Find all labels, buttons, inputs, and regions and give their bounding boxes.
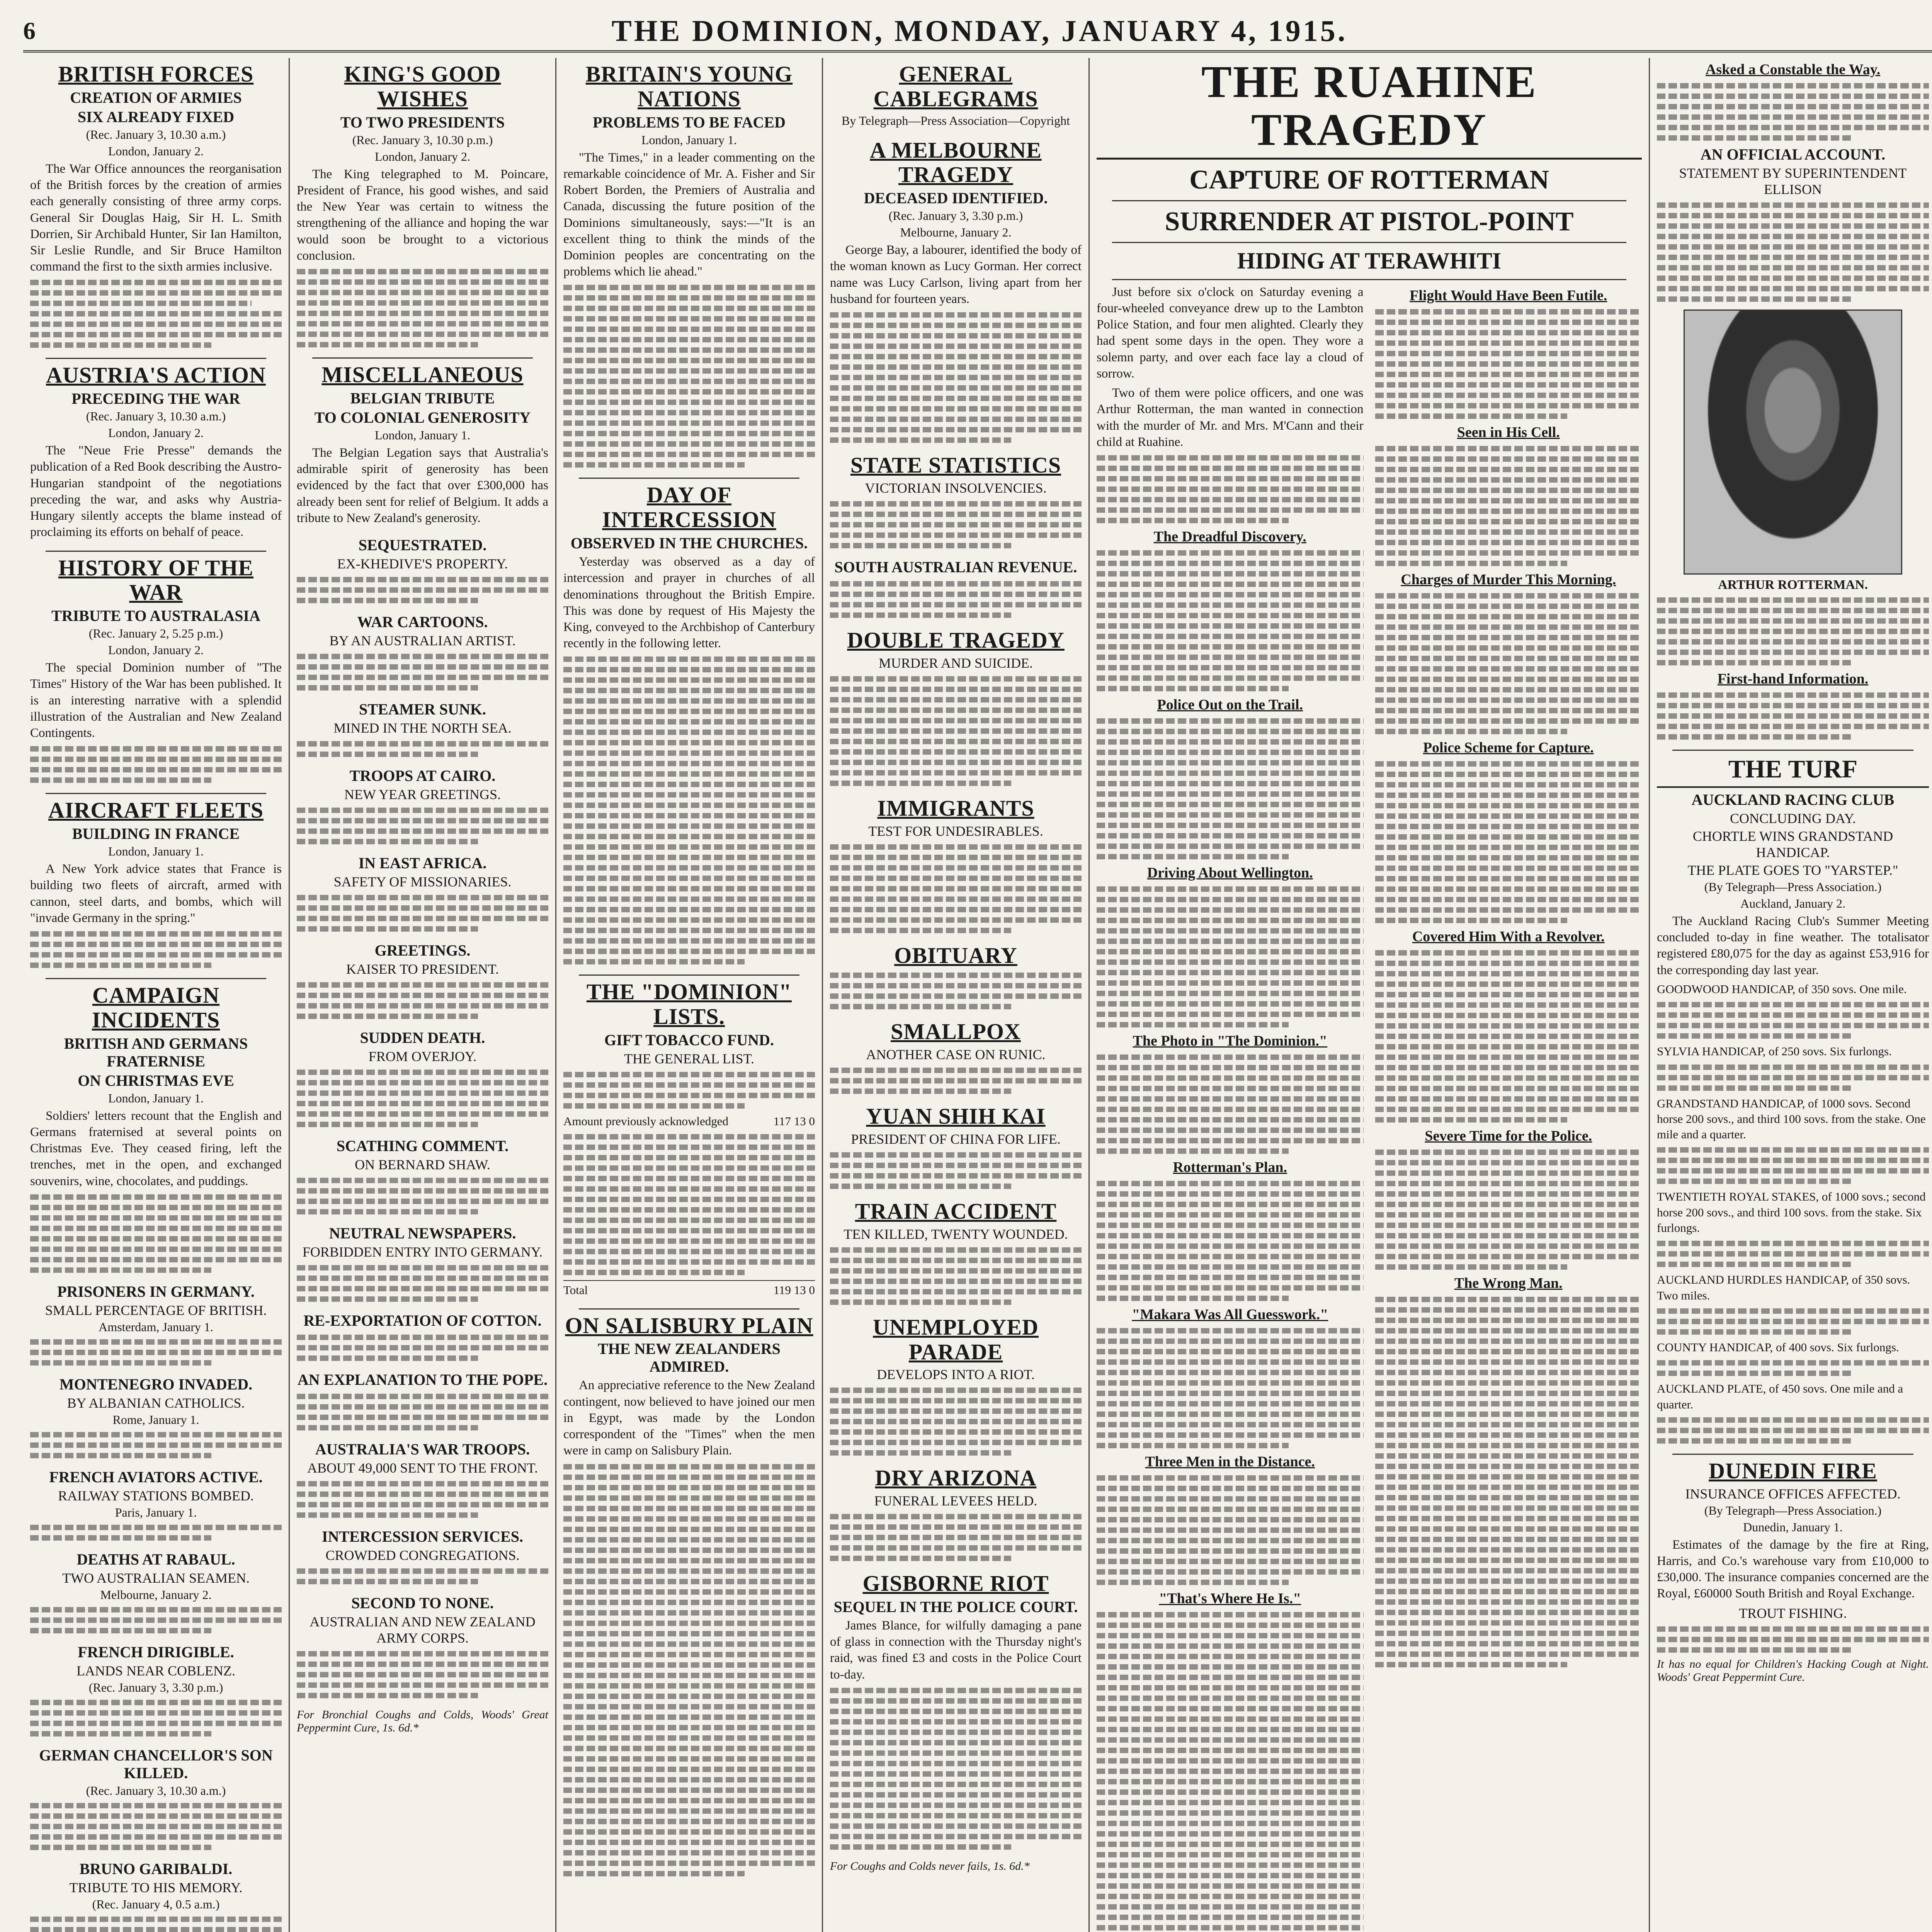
dateline: (By Telegraph—Press Association.) <box>1704 1503 1882 1517</box>
subheadline: CREATION OF ARMIES <box>70 88 242 106</box>
headline: MONTENEGRO INVADED. <box>59 1375 253 1393</box>
subheadline: TROUT FISHING. <box>1739 1605 1847 1621</box>
portrait-caption: ARTHUR ROTTERMAN. <box>1718 578 1868 592</box>
subheadline: THE GENERAL LIST. <box>624 1051 754 1067</box>
headline: GREETINGS. <box>374 941 471 959</box>
place: Dunedin, January 1. <box>1743 1520 1843 1534</box>
subheadline: ABOUT 49,000 SENT TO THE FRONT. <box>307 1460 538 1476</box>
place: London, January 2. <box>108 144 204 158</box>
section-heading: Police Scheme for Capture. <box>1423 739 1594 756</box>
article-salisbury-plain <box>563 1313 815 1876</box>
headline: IN EAST AFRICA. <box>358 854 487 872</box>
dateline: (Rec. January 3, 3.30 p.m.) <box>88 1680 223 1694</box>
article-british-forces <box>30 62 282 348</box>
article-aircraft-fleets <box>30 798 282 968</box>
race-result: TWENTIETH ROYAL STAKES, of 1000 sovs.; second horse 200 sovs., and third 100 sovs. from the stake. Six furlongs. <box>1657 1190 1926 1235</box>
subheadline: FUNERAL LEVEES HELD. <box>874 1493 1037 1509</box>
headline: RE-EXPORTATION OF COTTON. <box>303 1311 542 1329</box>
subheadline: OBSERVED IN THE CHURCHES. <box>570 534 808 552</box>
subheadline: BY AN AUSTRALIAN ARTIST. <box>329 633 516 648</box>
headline: WAR CARTOONS. <box>357 613 488 631</box>
headline: AUSTRIA'S ACTION <box>46 362 266 388</box>
subheadline: ANOTHER CASE ON RUNIC. <box>866 1047 1046 1063</box>
column-2 <box>290 58 556 1932</box>
section-heading: Driving About Wellington. <box>1147 865 1313 881</box>
headline: PRISONERS IN GERMANY. <box>57 1282 255 1300</box>
portrait-image <box>1684 310 1902 575</box>
subheadline: SAFETY OF MISSIONARIES. <box>333 874 512 889</box>
headline: DOUBLE TRAGEDY <box>847 627 1065 653</box>
subheadline: TRIBUTE TO AUSTRALASIA <box>51 607 260 625</box>
article-body: The special Dominion number of "The Times" History of the War has been published. It is an interesting narrative with a splendid illustration of the Australian and New Zealand Contingents. <box>30 660 282 783</box>
headline: BRITISH FORCES <box>58 61 254 87</box>
column-1 <box>23 58 290 1932</box>
section-heading: Severe Time for the Police. <box>1425 1128 1592 1144</box>
headline: KING'S GOOD WISHES <box>344 61 501 111</box>
article-dominion-lists <box>563 980 815 1298</box>
article-kings-good-wishes <box>297 62 548 347</box>
headline: BRUNO GARIBALDI. <box>79 1860 233 1878</box>
headline: DAY OF INTERCESSION <box>602 482 776 532</box>
subheadline: AUCKLAND RACING CLUB <box>1691 791 1895 808</box>
headline: GENERAL CABLEGRAMS <box>873 61 1038 111</box>
headline: THE TURF <box>1657 755 1929 788</box>
section-heading: Rotterman's Plan. <box>1173 1159 1287 1176</box>
place: London, January 1. <box>374 428 471 442</box>
place: London, January 2. <box>108 426 204 440</box>
subheadline: NEW YEAR GREETINGS. <box>344 786 501 802</box>
advertisement: For Coughs and Colds never fails, 1s. 6d.* <box>830 1859 1030 1872</box>
section-heading: "Makara Was All Guesswork." <box>1132 1306 1328 1323</box>
section-heading: The Photo in "The Dominion." <box>1133 1033 1328 1049</box>
race-result: AUCKLAND HURDLES HANDICAP, of 350 sovs. Two miles. <box>1657 1273 1910 1302</box>
article-intercession <box>563 483 815 964</box>
subheadline: TWO AUSTRALIAN SEAMEN. <box>62 1570 250 1586</box>
main-headline: THE RUAHINE TRAGEDY <box>1097 58 1642 160</box>
column-3 <box>556 58 823 1932</box>
section-heading: The Dreadful Discovery. <box>1153 529 1306 545</box>
subheadline: LANDS NEAR COBLENZ. <box>77 1663 235 1679</box>
dateline: (Rec. January 2, 5.25 p.m.) <box>88 626 223 641</box>
article-rabaul <box>30 1551 282 1633</box>
subheadline: PROBLEMS TO BE FACED <box>593 113 786 131</box>
list-row: Amount previously acknowledged 117 13 0 <box>563 1114 815 1128</box>
place: Paris, January 1. <box>115 1505 197 1519</box>
subheadline: FORBIDDEN ENTRY INTO GERMANY. <box>302 1244 543 1260</box>
headline: AN EXPLANATION TO THE POPE. <box>297 1371 548 1388</box>
article-body: Estimates of the damage by the fire at Ring, Harris, and Co.'s warehouse vary from £10,000 to £30,000. The insurance companies concerned are the Royal, £60000 South British and Royal Exchange. <box>1657 1537 1929 1601</box>
advertisement: For Bronchial Coughs and Colds, Woods' Great Peppermint Cure, 1s. 6d.* <box>297 1708 548 1734</box>
main-subheadline: SURRENDER AT PISTOL-POINT <box>1165 206 1574 236</box>
column-7 <box>1650 58 1932 1932</box>
subheadline: DEVELOPS INTO A RIOT. <box>877 1367 1035 1383</box>
subheadline: CONCLUDING DAY. <box>1730 811 1856 826</box>
main-story-right <box>1375 284 1642 1932</box>
place: Rome, January 1. <box>112 1412 199 1427</box>
headline: AUSTRALIA'S WAR TROOPS. <box>315 1440 530 1458</box>
headline: GERMAN CHANCELLOR'S SON KILLED. <box>39 1746 273 1782</box>
article-melbourne-tragedy <box>830 138 1082 443</box>
article-dirigible <box>30 1643 282 1736</box>
place: Amsterdam, January 1. <box>99 1320 213 1334</box>
article-body: George Bay, a labourer, identified the body of the woman known as Lucy Gorman. Her correct name was Lucy Carlson, living apart from her husband for fourteen years. <box>830 242 1082 443</box>
headline: SMALLPOX <box>891 1019 1021 1044</box>
subheadline: TRIBUTE TO HIS MEMORY. <box>69 1879 243 1895</box>
article-french-aviators <box>30 1468 282 1541</box>
main-subheadline: CAPTURE OF ROTTERMAN <box>1189 165 1549 195</box>
headline: ON SALISBURY PLAIN <box>565 1313 813 1338</box>
section-heading: Covered Him With a Revolver. <box>1412 928 1605 945</box>
headline: BRITAIN'S YOUNG NATIONS <box>585 61 793 111</box>
subheadline: TEST FOR UNDESIRABLES. <box>868 823 1043 839</box>
race-result: GRANDSTAND HANDICAP, of 1000 sovs. Second horse 200 sovs., and third 100 sovs. from the stake. One mile and a quarter. <box>1657 1096 1926 1141</box>
headline: STEAMER SUNK. <box>359 700 486 718</box>
main-story <box>1090 58 1650 1932</box>
place: London, January 1. <box>108 1091 204 1105</box>
subheadline: SMALL PERCENTAGE OF BRITISH. <box>45 1302 267 1318</box>
article-dunedin-fire <box>1657 1459 1929 1684</box>
article-body: Just before six o'clock on Saturday evening a four-wheeled conveyance drew up to the Lambton Police Station, and four men alighted. Clearly they had spent some days in the open. They wore a solemn party, and over each face lay a cloud of sorrow. Two of them were police officers, and one was Arthur Rotterman, the man wanted in connection with the murder of Mr. and Mrs. M'Cann and their child at Ruahine. <box>1097 284 1364 523</box>
article-body: James Blance, for wilfully damaging a pane of glass in connection with the Thursday night's raid, was fined £3 and costs in the Police Court to-day. <box>830 1617 1082 1850</box>
page-title: THE DOMINION, MONDAY, JANUARY 4, 1915. <box>611 14 1348 48</box>
headline: THE "DOMINION" LISTS. <box>586 979 792 1029</box>
headline: DUNEDIN FIRE <box>1709 1458 1877 1483</box>
subheadline: SEQUEL IN THE POLICE COURT. <box>833 1598 1078 1616</box>
headline: FRENCH DIRIGIBLE. <box>78 1643 234 1661</box>
subheadline: BRITISH AND GERMANS FRATERNISE <box>64 1034 248 1070</box>
dateline: (Rec. January 3, 10.30 a.m.) <box>86 1783 226 1798</box>
advertisement: It has no equal for Children's Hacking Cough at Night. Woods' Great Peppermint Cure. <box>1657 1657 1929 1684</box>
article-body: An appreciative reference to the New Zealand contingent, now believed to have joined our men in Egypt, was made by the London correspondent of the "Times" when the men were in camp on Salisbury Plain. <box>563 1377 815 1876</box>
article-young-nations <box>563 62 815 468</box>
subheadline: THE PLATE GOES TO "YARSTEP." <box>1687 862 1898 878</box>
article-body: "The Times," in a leader commenting on the remarkable coincidence of Mr. A. Fisher and Sir Robert Borden, the Premiers of Australia and Canada, discussing the future position of the Dominions simultaneously, says:—"It is an excellent thing to think the minds of the Dominion peoples are concentrating on the problems which lie ahead." <box>563 150 815 468</box>
race-result: AUCKLAND PLATE, of 450 sovs. One mile and a quarter. <box>1657 1382 1903 1411</box>
headline: UNEMPLOYED PARADE <box>873 1314 1039 1364</box>
subheadline: SIX ALREADY FIXED <box>77 108 235 126</box>
headline: SOUTH AUSTRALIAN REVENUE. <box>834 558 1077 576</box>
place: Melbourne, January 2. <box>900 225 1012 240</box>
article-body: The "Neue Frie Presse" demands the publication of a Red Book describing the Austro-Hungarian standpoint of the negotiations preceding the war, and asks why Austria-Hungary silently accepts the blame instead of proclaiming its efforts on behalf of peace. <box>30 444 282 539</box>
headline: TRAIN ACCIDENT <box>855 1198 1057 1224</box>
subheadline: FROM OVERJOY. <box>368 1048 477 1064</box>
section-heading: First-hand Information. <box>1717 671 1869 687</box>
section-heading: Seen in His Cell. <box>1457 424 1560 440</box>
headline: INTERCESSION SERVICES. <box>322 1527 523 1545</box>
article-body: A New York advice states that France is building two fleets of aircraft, armed with cannon, steel darts, and bombs, which will "invade Germany in the spring." <box>30 861 282 968</box>
column-4 <box>823 58 1090 1932</box>
race-result: GOODWOOD HANDICAP, of 350 sovs. One mile. <box>1657 982 1907 996</box>
headline: A MELBOURNE TRAGEDY <box>870 137 1042 187</box>
subheadline: BUILDING IN FRANCE <box>72 825 240 843</box>
race-result: COUNTY HANDICAP, of 400 sovs. Six furlongs. <box>1657 1340 1899 1354</box>
section-heading: The Wrong Man. <box>1454 1275 1563 1291</box>
section-heading: Flight Would Have Been Futile. <box>1410 287 1607 304</box>
page-number: 6 <box>23 17 36 44</box>
dateline: (Rec. January 3, 10.30 a.m.) <box>86 127 226 141</box>
dateline: (By Telegraph—Press Association.) <box>1704 880 1882 894</box>
article-prisoners <box>30 1283 282 1366</box>
subheadline: STATEMENT BY SUPERINTENDENT ELLISON <box>1679 165 1907 197</box>
newspaper-page <box>23 12 1932 1932</box>
article-garibaldi <box>30 1860 282 1932</box>
place: Auckland, January 2. <box>1740 896 1845 910</box>
article-history-of-war <box>30 556 282 783</box>
main-subheadline: HIDING AT TERAWHITI <box>1237 248 1502 274</box>
subheadline: KAISER TO PRESIDENT. <box>346 961 499 977</box>
section-general-cablegrams <box>830 62 1082 128</box>
article-body: The King telegraphed to M. Poincare, President of France, his good wishes, and said the New Year was certain to witness the strengthening of the alliance and hoping the war would soon be brought to a victorious conclusion. <box>297 166 548 347</box>
headline: GISBORNE RIOT <box>862 1571 1049 1596</box>
article-body: The War Office announces the reorganisation of the British forces by the creation of armies each generally consisting of three army corps. General Sir Douglas Haig, Sir H. L. Smith Dorrien, Sir Archibald Hunter, Sir Ian Hamilton, Sir Leslie Rundle, and Sir Bruce Hamilton command the first to the sixth armies inclusive. <box>30 161 282 348</box>
subheadline: ON BERNARD SHAW. <box>355 1156 490 1172</box>
place: London, January 1. <box>641 133 737 147</box>
article-campaign-incidents <box>30 983 282 1273</box>
headline: CAMPAIGN INCIDENTS <box>92 983 220 1032</box>
headline: SECOND TO NONE. <box>351 1594 494 1612</box>
section-heading: Three Men in the Distance. <box>1145 1454 1315 1470</box>
place: London, January 2. <box>374 149 471 163</box>
article-austrias-action <box>30 363 282 540</box>
section-heading: "That's Where He Is." <box>1159 1590 1301 1607</box>
subheadline: TO TWO PRESIDENTS <box>340 113 505 131</box>
place: London, January 1. <box>108 844 204 859</box>
subheadline: MURDER AND SUICIDE. <box>878 655 1033 671</box>
section-heading: Charges of Murder This Morning. <box>1401 571 1616 588</box>
headline: AIRCRAFT FLEETS <box>48 798 264 823</box>
dateline: (Rec. January 3, 10.30 p.m.) <box>352 133 493 147</box>
subheadline: PRESIDENT OF CHINA FOR LIFE. <box>851 1131 1061 1147</box>
article-body: The Auckland Racing Club's Summer Meeting concluded to-day in fine weather. The totalisator registered £80,075 for the day as against £53,916 for the corresponding day last year. <box>1657 914 1929 977</box>
subheadline: TEN KILLED, TWENTY WOUNDED. <box>844 1226 1068 1242</box>
headline: DRY ARIZONA <box>875 1465 1037 1491</box>
subheadline: BY ALBANIAN CATHOLICS. <box>67 1395 245 1411</box>
subheadline: EX-KHEDIVE'S PROPERTY. <box>337 556 508 571</box>
subheadline: GIFT TOBACCO FUND. <box>604 1031 774 1049</box>
headline: YUAN SHIH KAI <box>866 1104 1046 1129</box>
section-heading: Asked a Constable the Way. <box>1705 61 1881 78</box>
headline: OBITUARY <box>894 942 1017 968</box>
article-the-turf <box>1657 755 1929 1444</box>
headline: MISCELLANEOUS <box>321 362 524 387</box>
article-gisborne-riot <box>830 1571 1082 1850</box>
subheadline: AUSTRALIAN AND NEW ZEALAND ARMY CORPS. <box>310 1614 536 1646</box>
place: London, January 2. <box>108 643 204 657</box>
subheadline: THE NEW ZEALANDERS ADMIRED. <box>598 1340 781 1376</box>
subheadline: DECEASED IDENTIFIED. <box>864 189 1048 207</box>
race-result: SYLVIA HANDICAP, of 250 sovs. Six furlongs. <box>1657 1044 1892 1058</box>
subheadline: RAILWAY STATIONS BOMBED. <box>58 1488 254 1503</box>
article-body: Soldiers' letters recount that the English and Germans fraternised at several points on Christmas Eve. They ceased firing, left the trenches, met in the open, and exchanged souvenirs, wine, chocolates, and puddings. <box>30 1108 282 1273</box>
article-miscellaneous <box>297 362 548 526</box>
headline: SCATHING COMMENT. <box>336 1137 509 1155</box>
subheadline: VICTORIAN INSOLVENCIES. <box>865 480 1047 496</box>
subheadline: TO COLONIAL GENEROSITY <box>314 408 531 426</box>
headline: NEUTRAL NEWSPAPERS. <box>329 1224 516 1242</box>
article-official-account <box>1657 61 1929 740</box>
headline: IMMIGRANTS <box>877 795 1034 821</box>
article-body: The Belgian Legation says that Australia's admirable spirit of generosity has been evidenced by the fact that over £300,000 has already been sent for relief of Belgium. It adds a tribute to New Zealand's generosity. <box>297 446 548 525</box>
dateline: (Rec. January 4, 0.5 a.m.) <box>92 1897 220 1911</box>
subheadline: ON CHRISTMAS EVE <box>78 1071 234 1089</box>
headline: STATE STATISTICS <box>850 452 1061 478</box>
dateline: (Rec. January 3, 10.30 a.m.) <box>86 409 226 423</box>
article-body: Yesterday was observed as a day of intercession and prayer in churches of all denominations throughout the British Empire. This was done by request of His Majesty the King, conveyed to the Archbishop of Canterbury recently in the following letter. <box>563 554 815 964</box>
list-total: Total 119 13 0 <box>563 1280 815 1298</box>
headline: TROOPS AT CAIRO. <box>349 767 496 784</box>
masthead <box>23 12 1932 53</box>
article-montenegro <box>30 1376 282 1458</box>
columns <box>23 58 1932 1932</box>
headline: SUDDEN DEATH. <box>360 1029 485 1046</box>
headline: DEATHS AT RABAUL. <box>77 1550 235 1568</box>
article-chancellor-son <box>30 1747 282 1850</box>
headline: SEQUESTRATED. <box>358 536 487 554</box>
subheadline: INSURANCE OFFICES AFFECTED. <box>1685 1486 1901 1502</box>
subheadline: CHORTLE WINS GRANDSTAND HANDICAP. <box>1692 828 1893 860</box>
subheadline: CROWDED CONGREGATIONS. <box>325 1547 520 1563</box>
subheadline: BELGIAN TRIBUTE <box>350 389 495 407</box>
main-story-left <box>1097 284 1364 1932</box>
place: Melbourne, January 2. <box>100 1587 212 1602</box>
headline: HISTORY OF THE WAR <box>58 555 254 605</box>
byline: By Telegraph—Press Association—Copyright <box>842 113 1070 128</box>
subheadline: MINED IN THE NORTH SEA. <box>333 720 512 736</box>
section-heading: Police Out on the Trail. <box>1157 697 1303 713</box>
subheadline: PRECEDING THE WAR <box>71 390 240 408</box>
dateline: (Rec. January 3, 3.30 p.m.) <box>888 209 1023 223</box>
headline: AN OFFICIAL ACCOUNT. <box>1700 146 1886 163</box>
headline: FRENCH AVIATORS ACTIVE. <box>49 1468 263 1486</box>
